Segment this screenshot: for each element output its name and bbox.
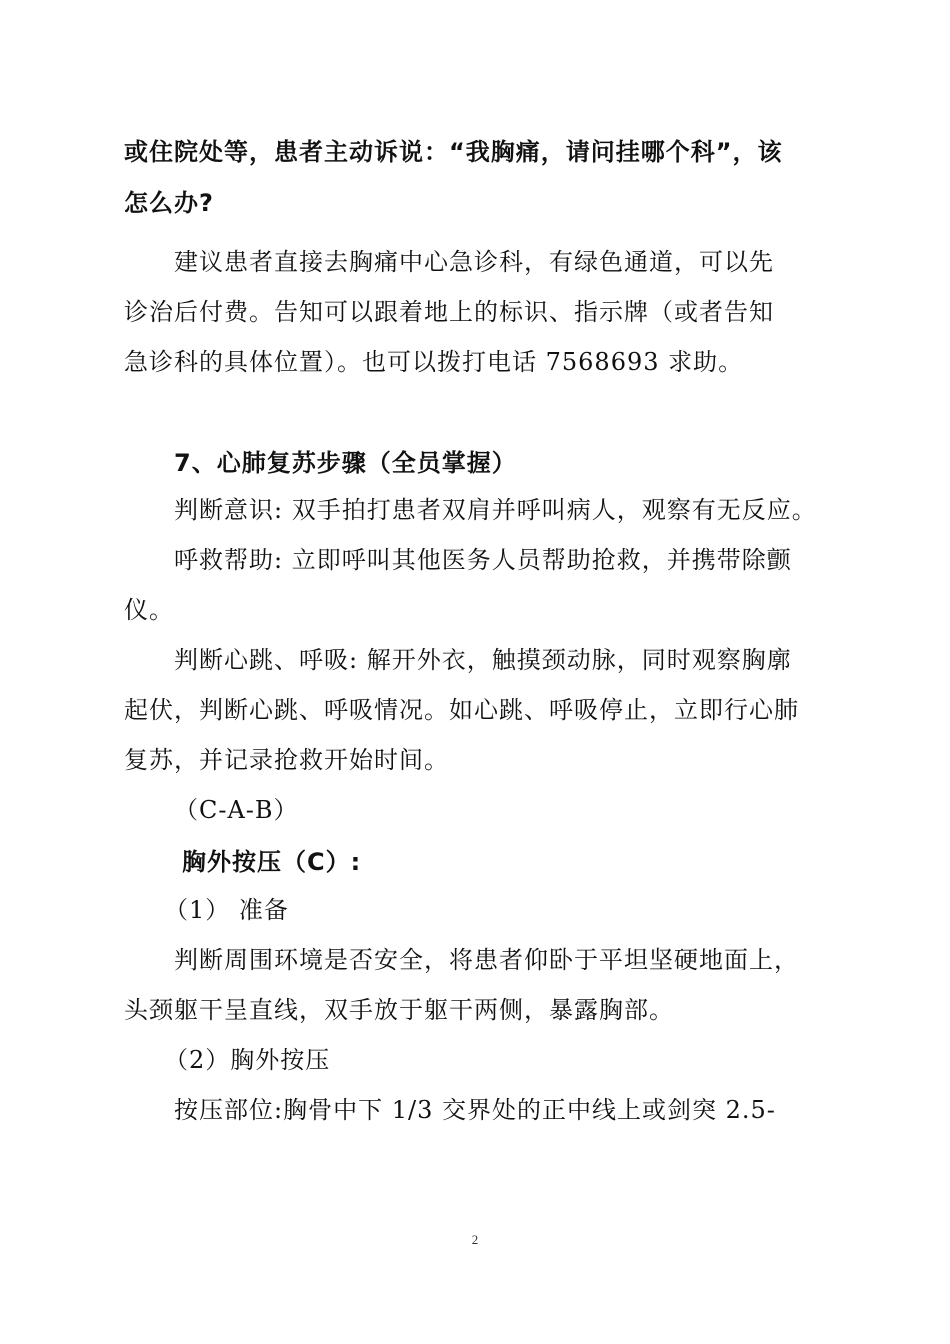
position-line: 按压部位:胸骨中下 1/3 交界处的正中线上或剑突 2.5- bbox=[174, 1096, 776, 1124]
heartbeat-line-1: 判断心跳、呼吸: 解开外衣，触摸颈动脉，同时观察胸廓 bbox=[174, 646, 792, 674]
question-line-2: 怎么办? bbox=[124, 189, 214, 217]
prep-line-1: 判断周围环境是否安全，将患者仰卧于平坦坚硬地面上， bbox=[174, 946, 799, 974]
heartbeat-line-3: 复苏，并记录抢救开始时间。 bbox=[124, 746, 449, 774]
sequence-line: （C-A-B） bbox=[174, 796, 299, 824]
question-line-1: 或住院处等，患者主动诉说：“我胸痛，请问挂哪个科”，该 bbox=[124, 138, 783, 166]
answer-line-1: 建议患者直接去胸痛中心急诊科，有绿色通道，可以先 bbox=[174, 248, 774, 276]
help-line-2: 仪。 bbox=[124, 596, 174, 624]
heartbeat-line-2: 起伏，判断心跳、呼吸情况。如心跳、呼吸停止，立即行心肺 bbox=[124, 696, 799, 724]
help-line-1: 呼救帮助: 立即呼叫其他医务人员帮助抢救，并携带除颤 bbox=[174, 546, 792, 574]
answer-line-2: 诊治后付费。告知可以跟着地上的标识、指示牌（或者告知 bbox=[124, 298, 774, 326]
answer-line-3: 急诊科的具体位置）。也可以拨打电话 7568693 求助。 bbox=[124, 348, 744, 376]
step-2-label: （2）胸外按压 bbox=[164, 1046, 331, 1074]
page-number: 2 bbox=[471, 1232, 479, 1247]
consciousness-line: 判断意识: 双手拍打患者双肩并呼叫病人，观察有无反应。 bbox=[174, 496, 817, 524]
step-1-label: （1） 准备 bbox=[164, 896, 289, 924]
compression-heading: 胸外按压（C）: bbox=[182, 848, 362, 876]
prep-line-2: 头颈躯干呈直线，双手放于躯干两侧，暴露胸部。 bbox=[124, 996, 674, 1024]
section-heading: 7、心肺复苏步骤（全员掌握） bbox=[174, 449, 517, 477]
